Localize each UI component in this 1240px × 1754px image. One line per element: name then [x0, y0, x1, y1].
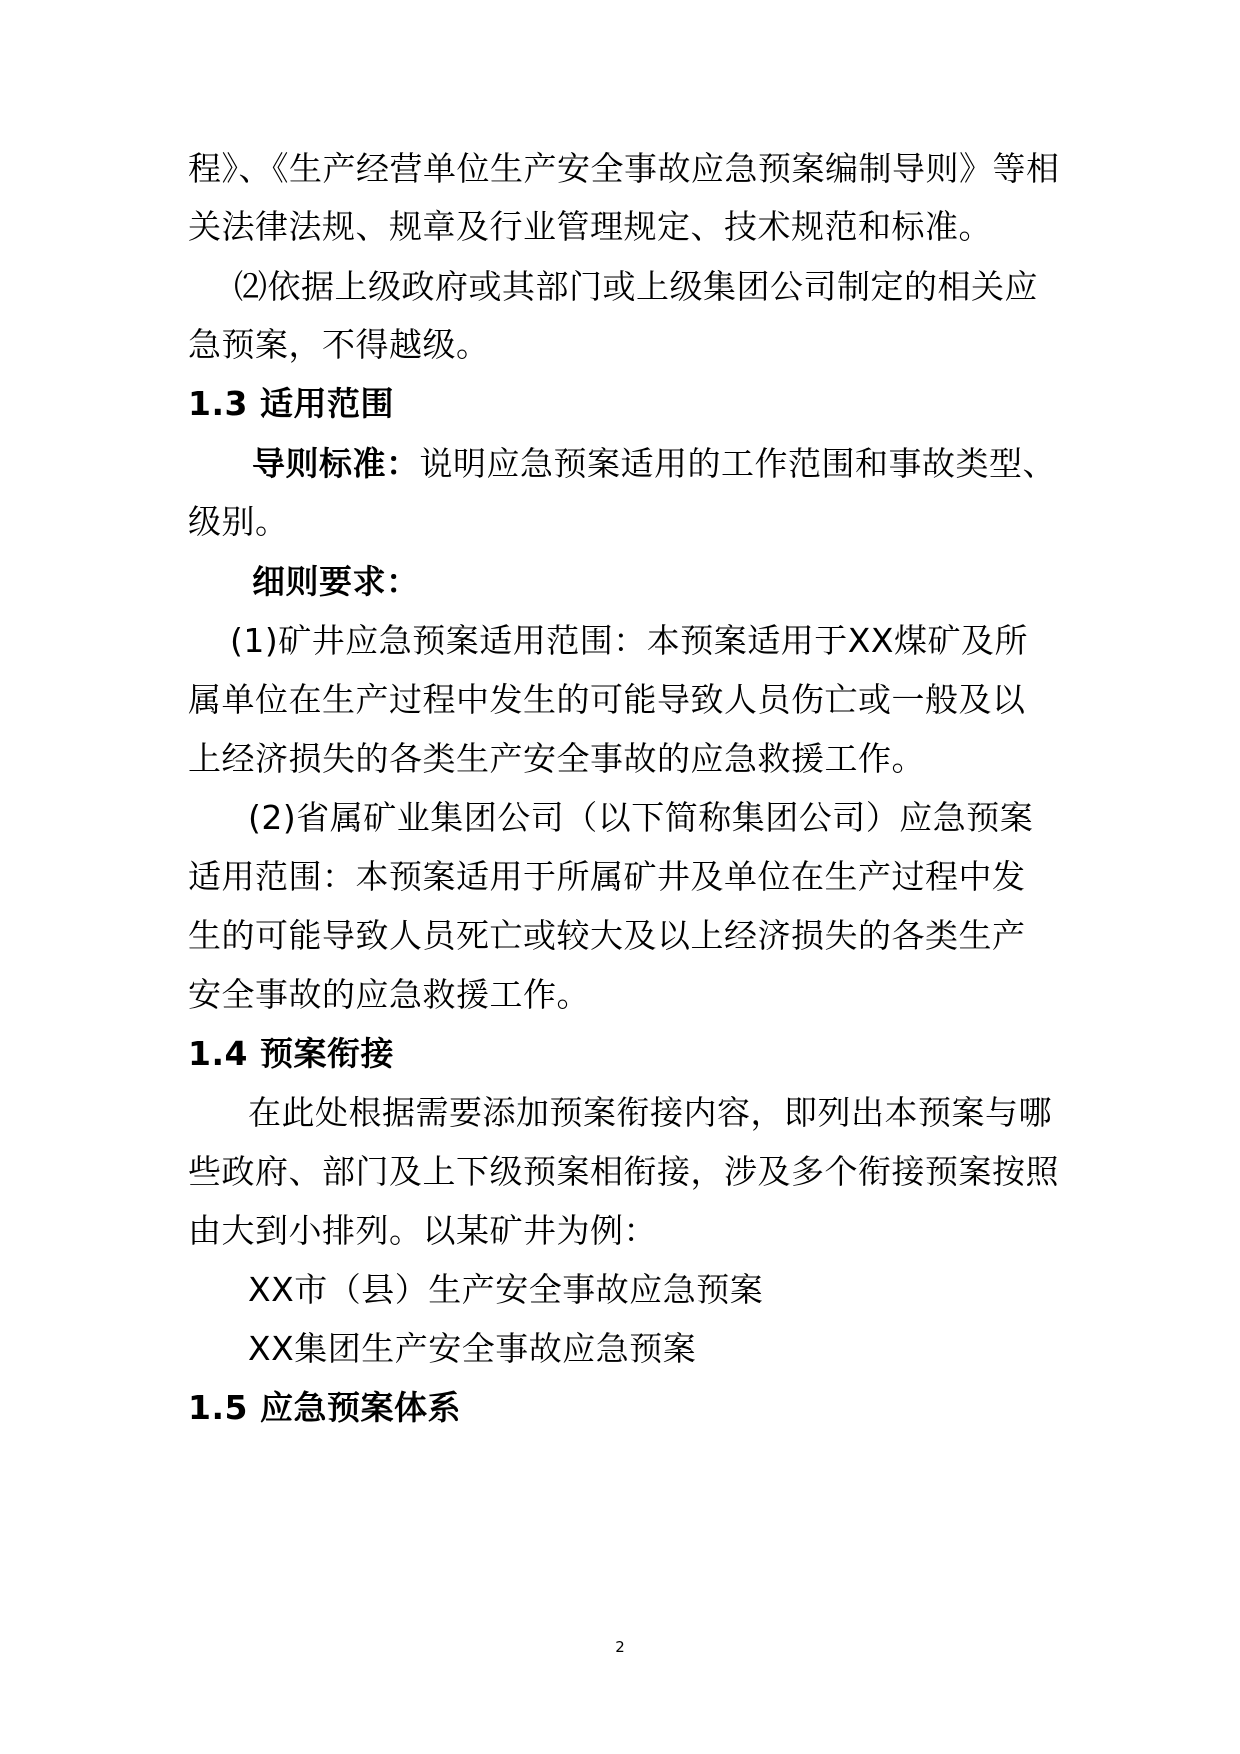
body-line: (1)矿井应急预案适用范围：本预案适用于XX煤矿及所 — [230, 621, 1028, 660]
section-heading-1-4: 1.4 预案衔接 — [188, 1034, 394, 1073]
body-line: ⑵依据上级政府或其部门或上级集团公司制定的相关应 — [234, 267, 1038, 306]
page-number: 2 — [615, 1638, 625, 1656]
body-line: 适用范围：本预案适用于所属矿井及单位在生产过程中发 — [188, 857, 1026, 896]
body-line: 安全事故的应急救援工作。 — [188, 975, 590, 1014]
body-line: 上经济损失的各类生产安全事故的应急救援工作。 — [188, 739, 925, 778]
body-line: 程》、《生产经营单位生产安全事故应急预案编制导则》等相 — [188, 149, 1060, 188]
detail-requirement-label: 细则要求： — [252, 562, 420, 601]
body-line: 急预案，不得越级。 — [188, 325, 490, 364]
guide-standard-text: 说明应急预案适用的工作范围和事故类型、 — [419, 444, 1056, 483]
body-line: 些政府、部门及上下级预案相衔接，涉及多个衔接预案按照 — [188, 1152, 1059, 1191]
body-line: 生的可能导致人员死亡或较大及以上经济损失的各类生产 — [188, 916, 1026, 955]
body-line: 属单位在生产过程中发生的可能导致人员伤亡或一般及以 — [188, 680, 1026, 719]
guide-standard-line — [252, 442, 1056, 486]
body-line: 关法律法规、规章及行业管理规定、技术规范和标准。 — [188, 207, 992, 246]
body-line: 在此处根据需要添加预案衔接内容，即列出本预案与哪 — [248, 1093, 1052, 1132]
section-heading-1-3: 1.3 适用范围 — [188, 384, 394, 423]
body-line: XX市（县）生产安全事故应急预案 — [248, 1270, 764, 1309]
guide-standard-label: 导则标准： — [252, 444, 420, 483]
body-line: (2)省属矿业集团公司（以下简称集团公司）应急预案 — [248, 798, 1034, 837]
body-line: 由大到小排列。以某矿井为例： — [188, 1211, 657, 1250]
body-line: XX集团生产安全事故应急预案 — [248, 1329, 697, 1368]
section-heading-1-5: 1.5 应急预案体系 — [188, 1388, 461, 1427]
body-line: 级别。 — [188, 502, 289, 541]
